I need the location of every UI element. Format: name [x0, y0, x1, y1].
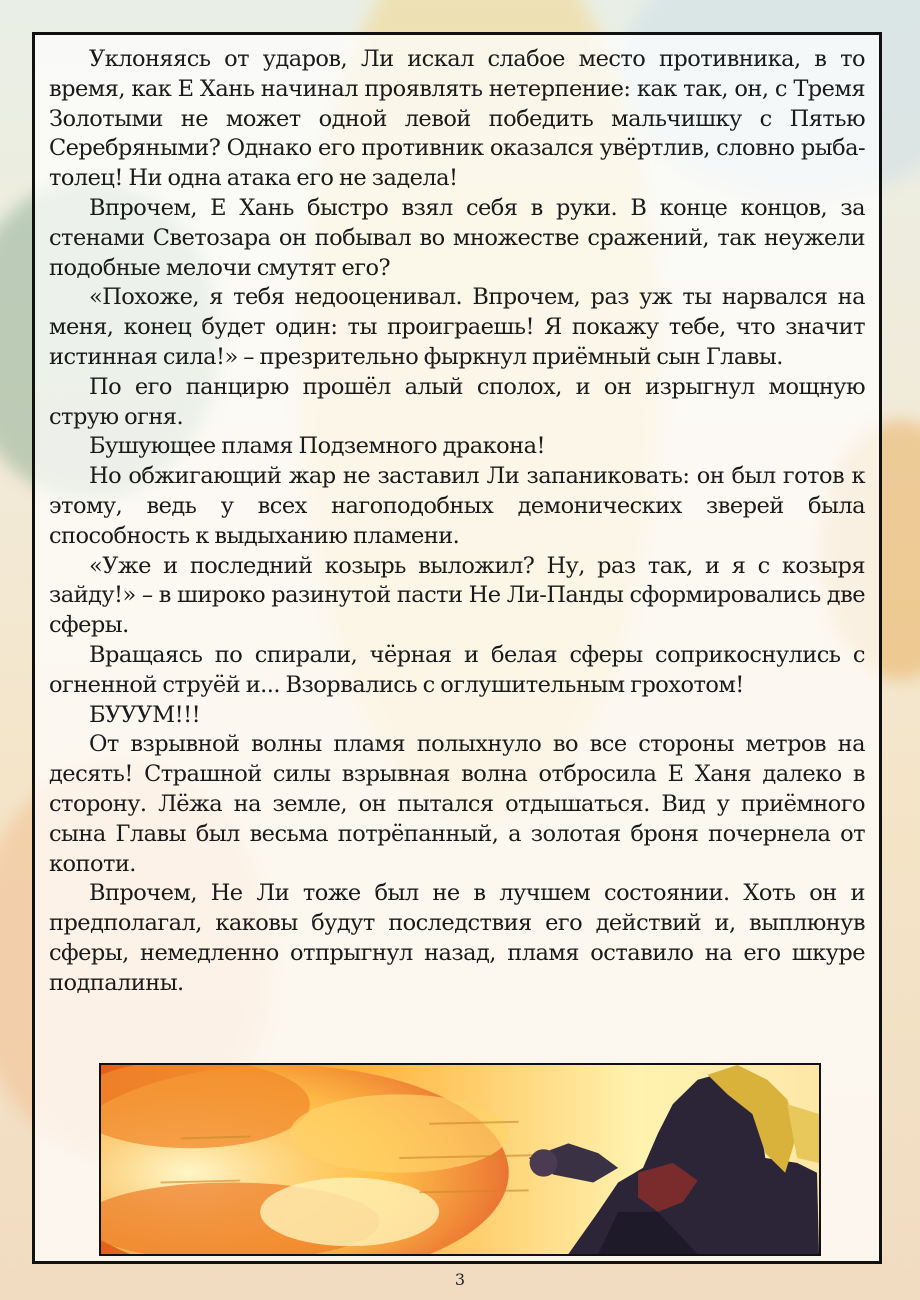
paragraph: БУУУМ!!! [89, 701, 201, 728]
paragraph: Но обжигающий жар не заставил Ли запаниковать: он был готов к этому, ведь у всех нагоподобных демонических зверей была способность к выдыханию пламени. [49, 463, 865, 549]
illustration-fire-breath [99, 1063, 821, 1256]
story-text [49, 45, 865, 999]
paragraph: «Уже и последний козырь выложил? Ну, раз так, и я с козыря зайду!» – в широко разинутой пасти Не Ли-Панды сформировались две сферы. [49, 552, 865, 639]
paragraph: Впрочем, Не Ли тоже был не в лучшем состоянии. Хоть он и предполагал, каковы будут последствия его действий и, выплюнув сферы, немедленно отпрыгнул назад, пламя оставило на его шкуре подпалины. [49, 880, 865, 996]
paragraph: Вращаясь по спирали, чёрная и белая сферы соприкоснулись с огненной струёй и... Взорвались с оглушительным грохотом! [49, 641, 865, 698]
paragraph: Впрочем, Е Хань быстро взял себя в руки. В конце концов, за стенами Светозара он побывал во множестве сражений, так неужели подобные мелочи смутят его? [49, 194, 865, 281]
paragraph: «Похоже, я тебя недооценивал. Впрочем, раз уж ты нарвался на меня, конец будет один: ты проиграешь! Я покажу тебе, что значит истинная сила!» – презрительно фыркнул приёмный сын Главы. [49, 284, 865, 370]
fire-breath-image [101, 1065, 819, 1254]
text-panel [32, 32, 882, 1264]
paragraph: Бушующее пламя Подземного дракона! [89, 433, 545, 460]
page-number: 3 [454, 1270, 466, 1289]
paragraph: Уклоняясь от ударов, Ли искал слабое место противника, в то время, как Е Хань начинал проявлять нетерпение: как так, он, с Тремя Золотыми не может одной левой победить мальчишку с Пятью Серебряными? Однако его противник оказался увёртлив, словно рыба-толец! Ни одна атака его не задела! [49, 46, 865, 192]
paragraph: По его панцирю прошёл алый сполох, и он изрыгнул мощную струю огня. [49, 373, 865, 430]
paragraph: От взрывной волны пламя полыхнуло во все стороны метров на десять! Страшной силы взрывная волна отбросила Е Ханя далеко в сторону. Лёжа на земле, он пытался отдышаться. Вид у приёмного сына Главы был весьма потрёпанный, а золотая броня почернела от копоти. [49, 731, 865, 877]
